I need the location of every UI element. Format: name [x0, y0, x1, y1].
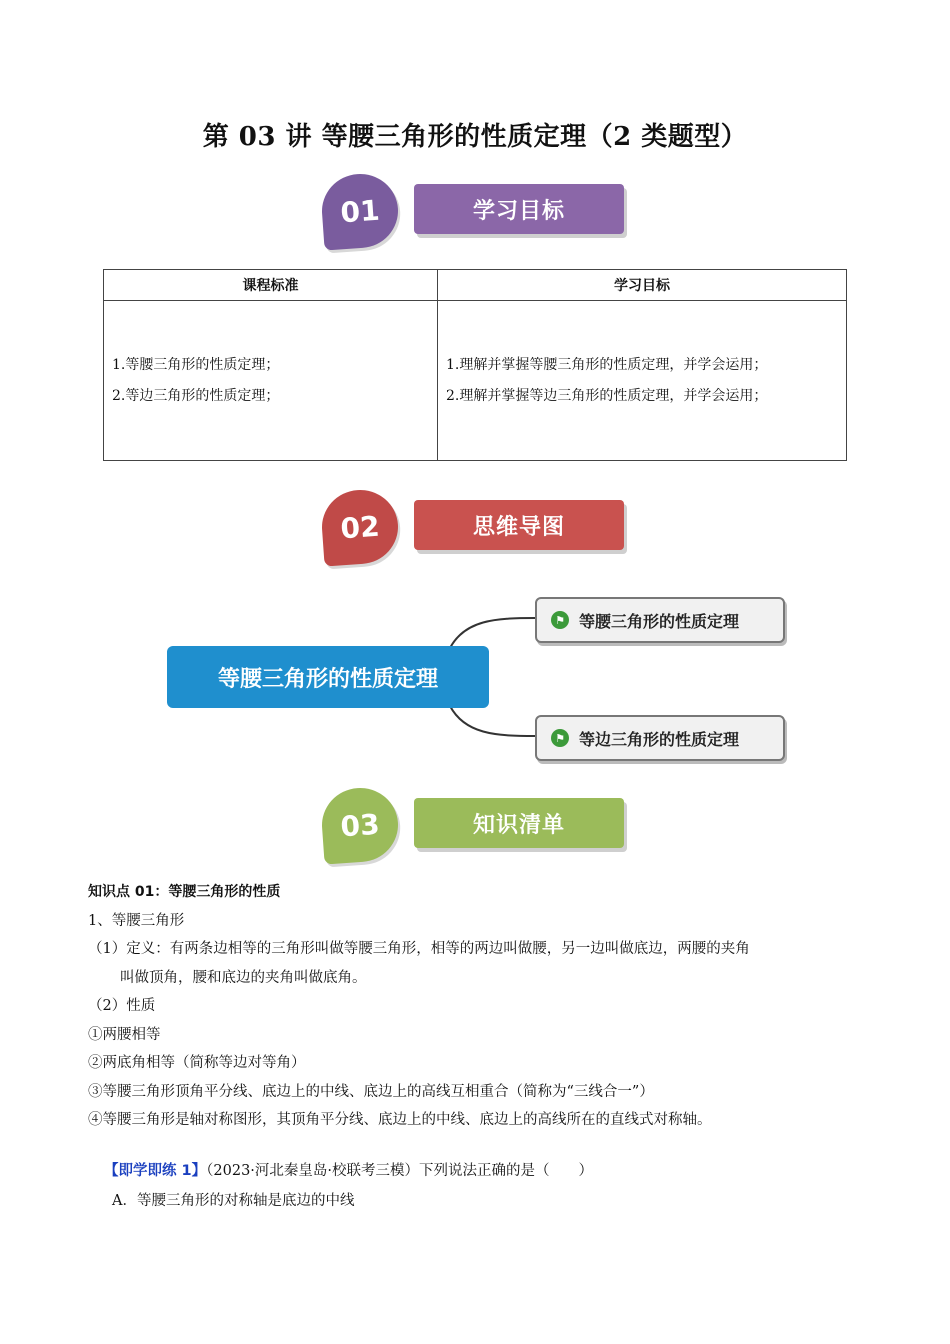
section-label: 学习目标 [414, 184, 624, 234]
knowledge-point-title: 知识点 01：等腰三角形的性质 [88, 884, 281, 900]
objective-item: 2.理解并掌握等边三角形的性质定理，并学会运用； [446, 387, 768, 404]
mind-map [165, 590, 785, 765]
table-header: 学习目标 [438, 270, 847, 301]
goals-table [103, 269, 847, 461]
section-banner-goals [322, 172, 632, 252]
table-header-row [104, 270, 847, 301]
mind-map-node-label: 等腰三角形的性质定理 [579, 611, 740, 631]
table-row [104, 301, 847, 461]
property-item: ④等腰三角形是轴对称图形，其顶角平分线、底边上的中线、底边上的高线所在的直线式对称轴。 [88, 1112, 712, 1128]
property-item: ①两腰相等 [88, 1026, 161, 1043]
property-item: ②两底角相等（简称等边对等角） [88, 1055, 306, 1071]
page-title: 第 03 讲 等腰三角形的性质定理（2 类题型） [202, 122, 748, 152]
section-banner-mindmap [322, 488, 632, 568]
flag-icon: ⚑ [551, 611, 569, 629]
definition-line: 叫做顶角，腰和底边的夹角叫做底角。 [120, 969, 367, 986]
section-number-badge: 02 [320, 487, 401, 566]
section-label: 思维导图 [414, 500, 624, 550]
property-heading: （2）性质 [88, 998, 156, 1014]
standard-item: 2.等边三角形的性质定理； [112, 387, 280, 404]
mind-map-node [535, 715, 785, 761]
definition-line: （1）定义：有两条边相等的三角形叫做等腰三角形，相等的两边叫做腰，另一边叫做底边，两腰的夹角 [88, 941, 750, 957]
section-number-badge: 01 [320, 171, 401, 250]
property-item: ③等腰三角形顶角平分线、底边上的中线、底边上的高线互相重合（简称为“三线合一”） [88, 1083, 654, 1100]
section-label: 知识清单 [414, 798, 624, 848]
mind-map-node-label: 等边三角形的性质定理 [579, 729, 740, 749]
table-header: 课程标准 [104, 270, 438, 301]
exercise-question-line [104, 1156, 593, 1186]
section-number-badge: 03 [320, 785, 401, 864]
mind-map-node [535, 597, 785, 643]
exercise-option: A．等腰三角形的对称轴是底边的中线 [112, 1193, 355, 1209]
subsection-title: 1、等腰三角形 [88, 912, 185, 929]
objectives-cell [438, 301, 847, 461]
exercise-question: （2023·河北秦皇岛·校联考三模）下列说法正确的是（ ） [206, 1163, 594, 1179]
flag-icon: ⚑ [551, 729, 569, 747]
exercise-tag: 【即学即练 1】 [104, 1163, 207, 1179]
standards-cell [104, 301, 438, 461]
standard-item: 1.等腰三角形的性质定理； [112, 356, 280, 373]
section-banner-knowledge [322, 786, 632, 866]
exercise [104, 1156, 593, 1216]
knowledge-content [88, 878, 868, 1135]
objective-item: 1.理解并掌握等腰三角形的性质定理，并学会运用； [446, 356, 768, 373]
mind-map-root: 等腰三角形的性质定理 [167, 646, 489, 708]
